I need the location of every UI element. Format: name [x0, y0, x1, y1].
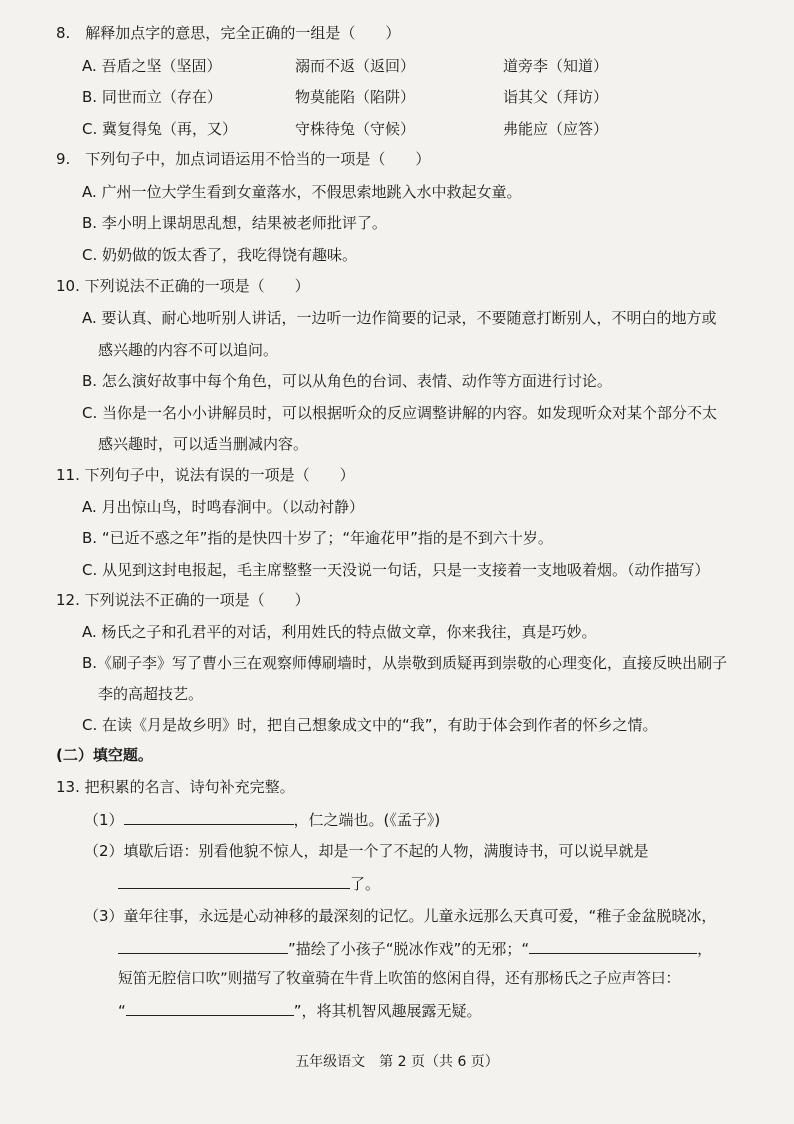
q10-option-c: C. 当你是一名小小讲解员时，可以根据听众的反应调整讲解的内容。如发现听众对某个部分不太: [82, 404, 718, 422]
q12-option-a: A. 杨氏之子和孔君平的对话，利用姓氏的特点做文章，你来我往，真是巧妙。: [82, 623, 597, 641]
q8-a-col2: 溺而不返（返回）: [295, 57, 416, 75]
q13-part3-line4: [118, 999, 482, 1021]
q13-part3-line2: [118, 937, 712, 959]
q13-part3-line2-end: ，: [697, 940, 713, 958]
q13-part3-answer-blank-2[interactable]: [529, 937, 697, 954]
q13-stem: 13. 把积累的名言、诗句补充完整。: [56, 778, 295, 796]
q13-part1-number: （1）: [84, 811, 124, 829]
q13-part3-line3: 短笛无腔信口吹”则描写了牧童骑在牛背上吹笛的悠闲自得，还有那杨氏之子应声答曰：: [118, 970, 681, 987]
q8-stem: 8. 解释加点字的意思，完全正确的一组是（ ）: [56, 24, 401, 42]
q13-part3-line4-open-quote: “: [118, 1002, 126, 1020]
q9-option-a: A. 广州一位大学生看到女童落水，不假思索地跳入水中救起女童。: [82, 183, 522, 201]
q8-b-col1: B. 同世而立（存在）: [82, 88, 222, 106]
q13-part3-answer-blank-3[interactable]: [126, 999, 294, 1016]
q10-option-c-cont: 感兴趣时，可以适当删减内容。: [98, 435, 309, 453]
q13-part2-text: （2）填歇后语：别看他貌不惊人，却是一个了不起的人物，满腹诗书，可以说早就是: [84, 842, 649, 860]
q13-part2-answer-blank[interactable]: [118, 872, 350, 889]
q8-b-col3: 诣其父（拜访）: [503, 88, 609, 106]
q9-stem: 9. 下列句子中，加点词语运用不恰当的一项是（ ）: [56, 150, 431, 168]
q10-stem: 10. 下列说法不正确的一项是（ ）: [56, 277, 310, 295]
q10-option-b: B. 怎么演好故事中每个角色，可以从角色的台词、表情、动作等方面进行讨论。: [82, 372, 612, 390]
q12-option-b: B.《刷子李》写了曹小三在观察师傅刷墙时，从崇敬到质疑再到崇敬的心理变化，直接反映出刷子: [82, 654, 728, 672]
q13-part1: [84, 808, 440, 830]
q8-c-col1: C. 冀复得兔（再，又）: [82, 120, 238, 138]
q13-part1-answer-blank[interactable]: [124, 808, 294, 825]
q8-b-col2: 物莫能陷（陷阱）: [295, 88, 416, 106]
q11-stem: 11. 下列句子中，说法有误的一项是（ ）: [56, 466, 355, 484]
section-fill-in-title: (二）填空题。: [56, 746, 153, 764]
q11-option-b: B. “已近不惑之年”指的是快四十岁了；“年逾花甲”指的是不到六十岁。: [82, 529, 553, 547]
q13-part3-line4-tail: ”，将其机智风趣展露无疑。: [293, 1002, 482, 1020]
q9-option-b: B. 李小明上课胡思乱想，结果被老师批评了。: [82, 214, 387, 232]
q13-part1-tail: ，仁之端也。(《孟子》): [293, 811, 441, 829]
q11-option-a: A. 月出惊山鸟，时鸣春涧中。（以动衬静）: [82, 498, 365, 516]
q12-option-c: C. 在读《月是故乡明》时，把自己想象成文中的“我”，有助于体会到作者的怀乡之情。: [82, 716, 658, 734]
q13-part3-answer-blank-1[interactable]: [118, 937, 288, 954]
q13-part2-answer-line: [118, 872, 380, 894]
q9-option-c: C. 奶奶做的饭太香了，我吃得饶有趣味。: [82, 246, 358, 264]
q10-option-a: A. 要认真、耐心地听别人讲话，一边听一边作简要的记录，不要随意打断别人，不明白的地方或: [82, 309, 717, 327]
q13-part3-line1: （3）童年往事，永远是心动神移的最深刻的记忆。儿童永远那么天真可爱，“稚子金盆脱晓冰，: [84, 907, 717, 925]
q12-option-b-cont: 李的高超技艺。: [98, 685, 204, 703]
q10-option-a-cont: 感兴趣的内容不可以追问。: [98, 341, 279, 359]
q8-a-col3: 道旁李（知道）: [503, 57, 609, 75]
page-footer: 五年级语文 第 2 页（共 6 页）: [295, 1054, 499, 1070]
q12-stem: 12. 下列说法不正确的一项是（ ）: [56, 591, 310, 609]
q11-option-c: C. 从见到这封电报起，毛主席整整一天没说一句话，只是一支接着一支地吸着烟。（动作描写）: [82, 561, 710, 579]
q8-c-col3: 弗能应（应答）: [503, 120, 609, 138]
q8-a-col1: A. 吾盾之坚（坚固）: [82, 57, 222, 75]
q13-part2-tail: 了。: [350, 875, 381, 893]
q8-c-col2: 守株待兔（守候）: [295, 120, 416, 138]
q13-part3-line2-text: ”描绘了小孩子“脱冰作戏”的无邪；“: [288, 940, 530, 958]
